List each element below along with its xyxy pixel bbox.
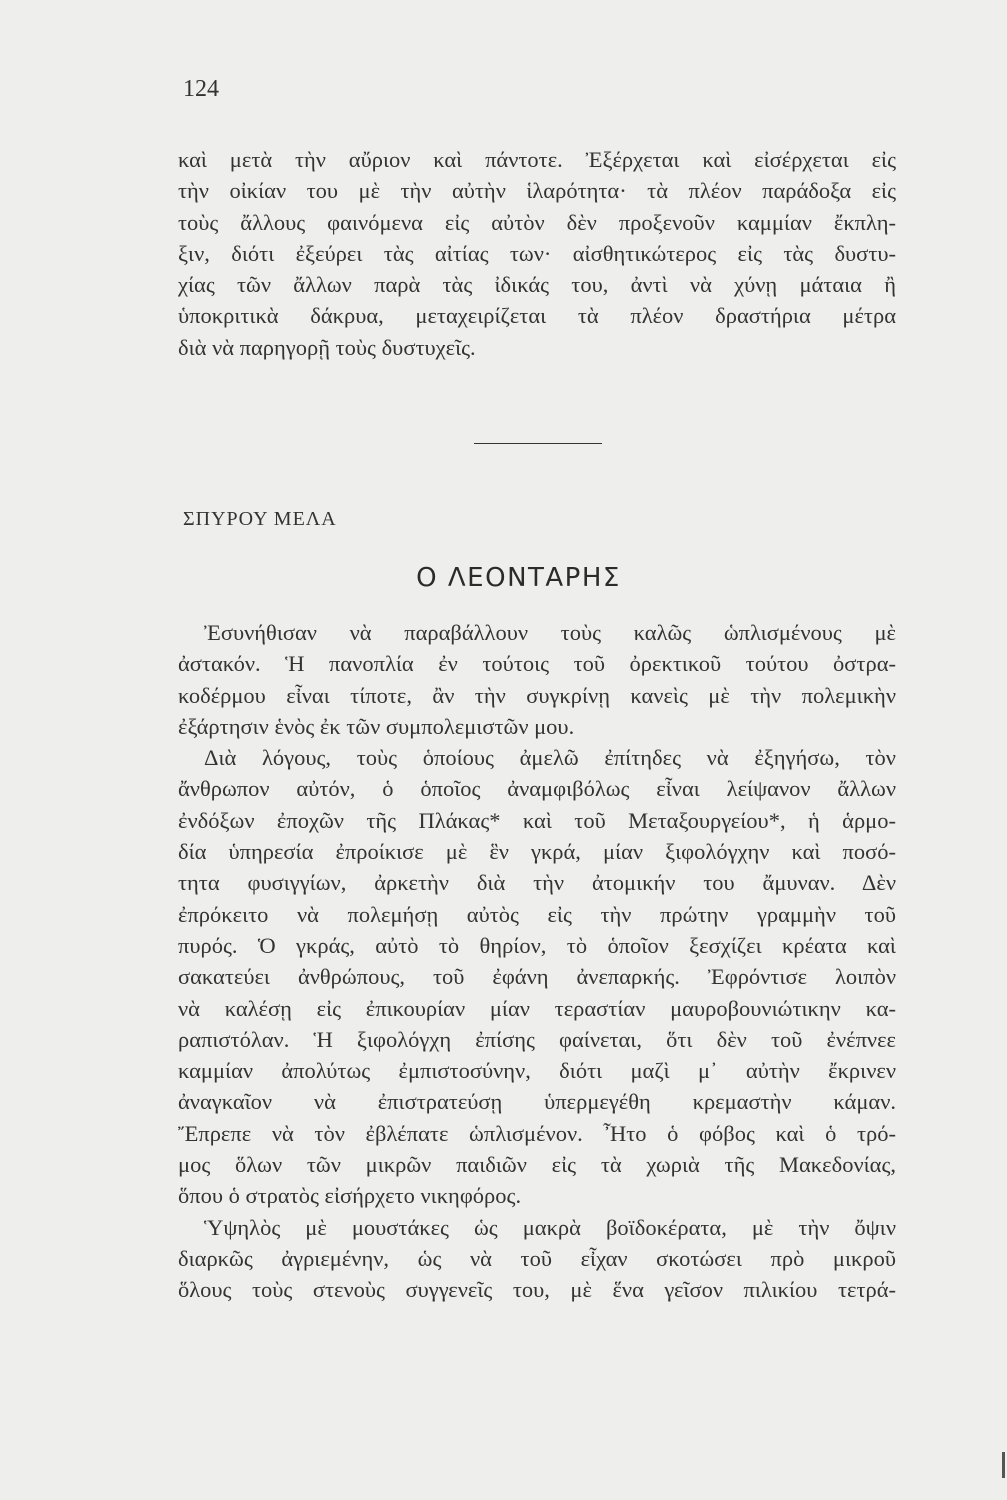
text-line: ὅπου ὁ στρατὸς εἰσήρχετο νικηφόρος.	[178, 1183, 522, 1209]
text-line: ραπιστόλαν. Ἡ ξιφολόγχη ἐπίσης φαίνεται, ὅτι δὲν τοῦ ἐνέπνεε	[178, 1026, 896, 1052]
text-line: διὰ νὰ παρηγορῇ τοὺς δυστυχεῖς.	[178, 334, 476, 360]
text-line: ἐνδόξων ἐποχῶν τῆς Πλάκας* καὶ τοῦ Μεταξουργείου*, ἡ ἁρμο-	[178, 807, 896, 833]
page-number: 124	[183, 76, 219, 102]
text-line: Διὰ λόγους, τοὺς ὁποίους ἀμελῶ ἐπίτηδες νὰ ἐξηγήσω, τὸν	[204, 745, 896, 771]
top-paragraph	[178, 144, 896, 363]
text-line: διαρκῶς ἀγριεμένην, ὡς νὰ τοῦ εἶχαν σκοτώσει πρὸ μικροῦ	[178, 1245, 896, 1271]
text-line: ἐξάρτησιν ἑνὸς ἐκ τῶν συμπολεμιστῶν μου.	[178, 713, 575, 739]
text-line: ἐπρόκειτο νὰ πολεμήσῃ αὐτὸς εἰς τὴν πρώτην γραμμὴν τοῦ	[178, 901, 896, 927]
story-text	[178, 617, 896, 1306]
text-line: Ἔπρεπε νὰ τὸν ἐβλέπατε ὡπλισμένον. Ἦτο ὁ φόβος καὶ ὁ τρό-	[178, 1120, 896, 1146]
text-line: τητα φυσιγγίων, ἀρκετὴν διὰ τὴν ἀτομικήν του ἄμυναν. Δὲν	[178, 870, 896, 896]
scan-edge-mark	[1002, 1452, 1005, 1478]
text-line: σακατεύει ἀνθρώπους, τοῦ ἐφάνη ἀνεπαρκής. Ἐφρόντισε λοιπὸν	[178, 964, 896, 990]
text-line: νὰ καλέσῃ εἰς ἐπικουρίαν μίαν τεραστίαν μαυροβουνιώτικην κα-	[178, 995, 896, 1021]
text-line: χίας τῶν ἄλλων παρὰ τὰς ἰδικάς του, ἀντὶ νὰ χύνῃ μάταια ἢ	[178, 272, 896, 298]
text-line: τὴν οἰκίαν του μὲ τὴν αὐτὴν ἱλαρότητα· τὰ πλέον παράδοξα εἰς	[178, 178, 896, 204]
text-line: Ὑψηλὸς μὲ μουστάκες ὡς μακρὰ βοϊδοκέρατα, μὲ τὴν ὄψιν	[204, 1214, 896, 1240]
text-line: ὑποκριτικὰ δάκρυα, μεταχειρίζεται τὰ πλέον δραστήρια μέτρα	[178, 303, 896, 329]
text-line: ἀναγκαῖον νὰ ἐπιστρατεύσῃ ὑπερμεγέθη κρεμαστὴν κάμαν.	[178, 1089, 896, 1115]
text-line: καὶ μετὰ τὴν αὔριον καὶ πάντοτε. Ἐξέρχεται καὶ εἰσέρχεται εἰς	[178, 147, 896, 172]
author-name: ΣΠΥΡΟΥ ΜΕΛΑ	[183, 508, 337, 530]
text-line: μος ὅλων τῶν μικρῶν παιδιῶν εἰς τὰ χωριὰ τῆς Μακεδονίας,	[178, 1152, 896, 1178]
text-line: κοδέρμου εἶναι τίποτε, ἂν τὴν συγκρίνῃ κανεὶς μὲ τὴν πολεμικὴν	[178, 682, 896, 708]
text-line: τοὺς ἄλλους φαινόμενα εἰς αὐτὸν δὲν προξενοῦν καμμίαν ἔκπλη-	[178, 209, 896, 235]
text-line: ὅλους τοὺς στενοὺς συγγενεῖς του, μὲ ἕνα γεῖσον πιλικίου τετρά-	[178, 1277, 896, 1303]
section-divider	[474, 443, 602, 444]
text-line: ἄνθρωπον αὐτόν, ὁ ὁποῖος ἀναμφιβόλως εἶναι λείψανον ἄλλων	[178, 776, 896, 802]
text-line: δία ὑπηρεσία ἐπροίκισε μὲ ἓν γκρά, μίαν ξιφολόγχην καὶ ποσό-	[178, 839, 896, 865]
text-line: Ἐσυνήθισαν νὰ παραβάλλουν τοὺς καλῶς ὡπλισμένους μὲ	[204, 620, 896, 645]
text-line: καμμίαν ἀπολύτως ἐμπιστοσύνην, διότι μαζὶ μ᾽ αὐτὴν ἔκρινεν	[178, 1058, 896, 1084]
story-title: Ο ΛΕΟΝΤΑΡΗΣ	[416, 563, 621, 593]
text-line: πυρός. Ὁ γκράς, αὐτὸ τὸ θηρίον, τὸ ὁποῖον ξεσχίζει κρέατα καὶ	[178, 932, 896, 958]
text-line: ἀστακόν. Ἡ πανοπλία ἐν τούτοις τοῦ ὀρεκτικοῦ τούτου ὀστρα-	[178, 651, 896, 677]
text-line: ξιν, διότι ἐξεύρει τὰς αἰτίας των· αἰσθητικώτερος εἰς τὰς δυστυ-	[178, 240, 896, 266]
